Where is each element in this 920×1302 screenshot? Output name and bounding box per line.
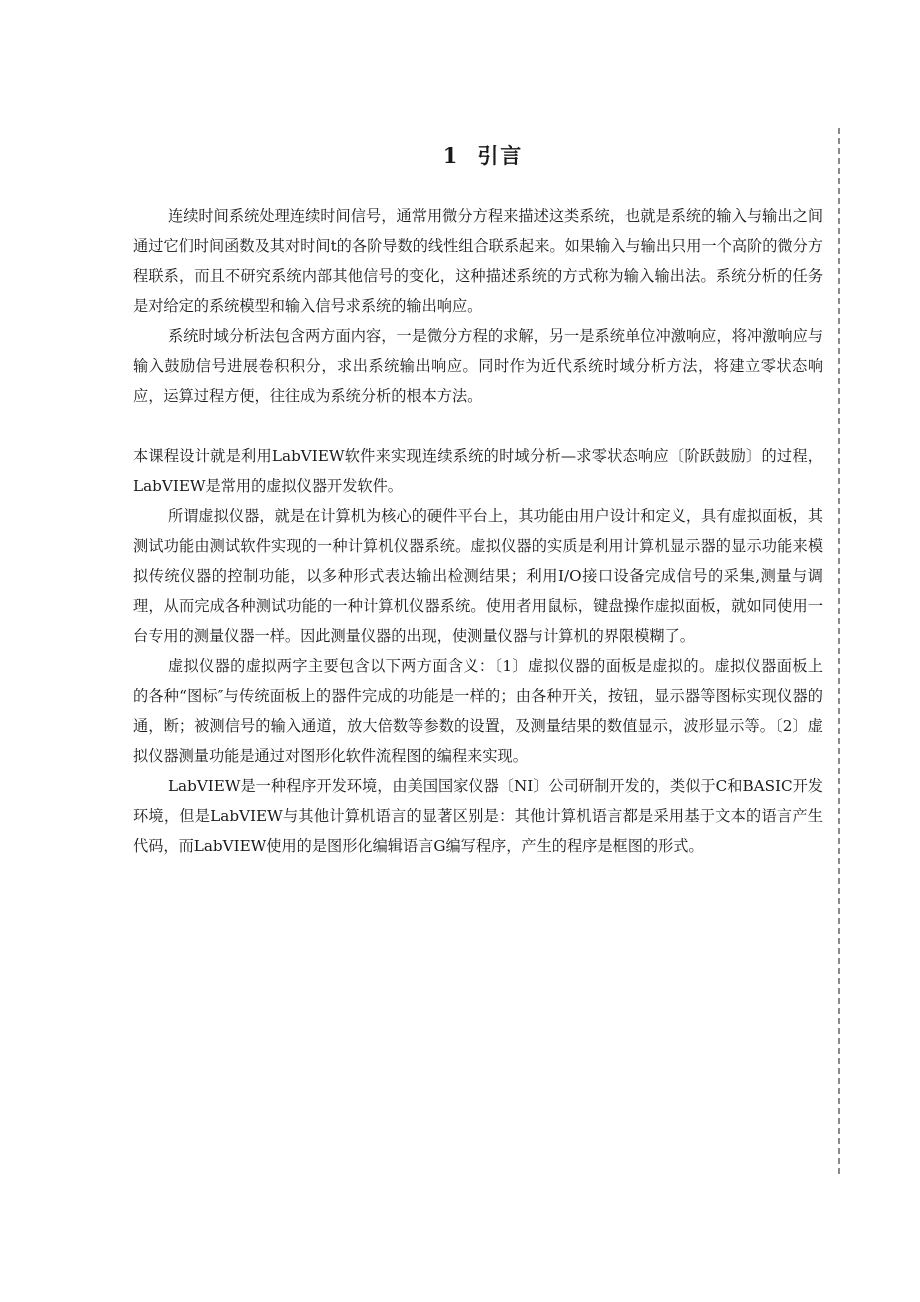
paragraph-course-design: 本课程设计就是利用LabVIEW软件来实现连续系统的时域分析—求零状态响应〔阶跃鼓励〕的过程，LabVIEW是常用的虚拟仪器开发软件。 — [133, 447, 823, 495]
binding-cut-line — [838, 128, 840, 1174]
section-number: 1 — [442, 143, 460, 168]
body-text — [133, 201, 823, 861]
paragraph-labview: LabVIEW是一种程序开发环境，由美国国家仪器〔NI〕公司研制开发的，类似于C和BASIC开发环境，但是LabVIEW与其他计算机语言的显著区别是：其他计算机语言都是采用基于文本的语言产生代码，而LabVIEW使用的是图形化编辑语言G编写程序，产生的程序是框图的形式。 — [133, 777, 823, 855]
paragraph-virtual-instrument: 所谓虚拟仪器，就是在计算机为核心的硬件平台上，其功能由用户设计和定义，具有虚拟面板，其测试功能由测试软件实现的一种计算机仪器系统。虚拟仪器的实质是利用计算机显示器的显示功能来模拟传统仪器的控制功能，以多种形式表达输出检测结果；利用I/O接口设备完成信号的采集,测量与调理，从而完成各种测试功能的一种计算机仪器系统。使用者用鼠标，键盘操作虚拟面板，就如同使用一台专用的测量仪器一样。因此测量仪器的出现，使测量仪器与计算机的界限模糊了。 — [133, 507, 823, 645]
paragraph-time-domain-analysis: 系统时域分析法包含两方面内容，一是微分方程的求解，另一是系统单位冲激响应，将冲激响应与输入鼓励信号进展卷积积分，求出系统输出响应。同时作为近代系统时域分析方法，将建立零状态响应，运算过程方便，往往成为系统分析的根本方法。 — [133, 327, 823, 405]
paragraph-virtual-meaning: 虚拟仪器的虚拟两字主要包含以下两方面含义：〔1〕虚拟仪器的面板是虚拟的。虚拟仪器面板上的各种“图标″与传统面板上的器件完成的功能是一样的；由各种开关，按钮，显示器等图标实现仪器的通，断；被测信号的输入通道，放大倍数等参数的设置，及测量结果的数值显示，波形显示等。〔2〕虚拟仪器测量功能是通过对图形化软件流程图的编程来实现。 — [133, 657, 823, 765]
paragraph-continuous-systems: 连续时间系统处理连续时间信号，通常用微分方程来描述这类系统，也就是系统的输入与输出之间通过它们时间函数及其对时间t的各阶导数的线性组合联系起来。如果输入与输出只用一个高阶的微分方程联系，而且不研究系统内部其他信号的变化，这种描述系统的方式称为输入输出法。系统分析的任务是对给定的系统模型和输入信号求系统的输出响应。 — [133, 207, 823, 315]
section-title: 引言 — [477, 143, 524, 168]
section-heading — [133, 140, 833, 170]
